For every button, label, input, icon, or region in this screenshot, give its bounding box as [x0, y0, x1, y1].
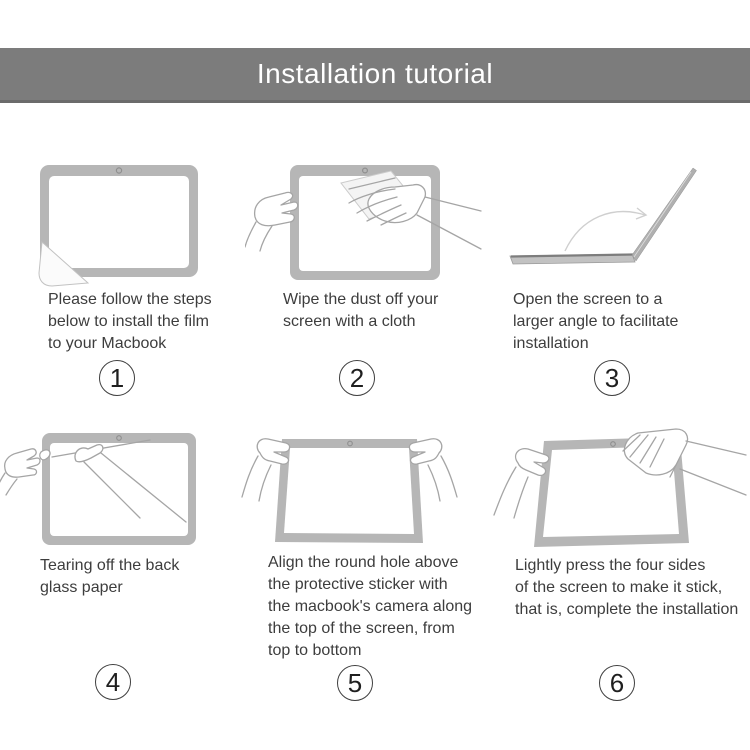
- step-1-line-2: below to install the film: [48, 313, 209, 330]
- step-5-line-4: the top of the screen, from: [268, 620, 455, 637]
- step-6: [480, 425, 750, 725]
- illustration-step-5-align-film: [230, 425, 485, 565]
- illustration-step-4-tear-back-paper: [0, 425, 250, 570]
- step-6-number-badge: 6: [599, 665, 635, 701]
- header-banner: [0, 48, 750, 103]
- illustration-step-3-laptop-open: [495, 155, 745, 290]
- step-1-line-3: to your Macbook: [48, 335, 167, 352]
- step-2-line-2: screen with a cloth: [283, 313, 416, 330]
- step-1: [30, 155, 245, 450]
- step-4-line-1: Tearing off the back: [40, 557, 180, 574]
- step-4-text: [40, 555, 179, 599]
- step-6-text: [515, 555, 738, 621]
- step-4-line-2: glass paper: [40, 579, 123, 596]
- step-3-text: [513, 289, 678, 355]
- step-6-line-1: Lightly press the four sides: [515, 557, 706, 574]
- step-2-number-badge: 2: [339, 360, 375, 396]
- step-3-line-2: larger angle to facilitate: [513, 313, 679, 330]
- step-3: [495, 155, 750, 450]
- tablet-icon: [40, 165, 198, 277]
- open-arc-arrow-icon: [565, 208, 646, 251]
- holding-hand-icon: [245, 192, 298, 251]
- step-2-text: [283, 289, 438, 333]
- step-4-number-badge: 4: [95, 664, 131, 700]
- step-3-number-badge: 3: [594, 360, 630, 396]
- step-5-line-3: the macbook's camera along: [268, 598, 473, 615]
- page-title: Installation tutorial: [256, 58, 494, 89]
- step-2-line-1: Wipe the dust off your: [283, 291, 439, 308]
- step-6-line-2: of the screen to make it stick,: [515, 579, 723, 596]
- step-5-line-1: Align the round hole above: [268, 554, 459, 571]
- tablet-icon: [42, 433, 196, 545]
- step-5-line-2: the protective sticker with: [268, 576, 448, 593]
- step-3-line-3: installation: [513, 335, 589, 352]
- laptop-icon: [510, 168, 697, 264]
- step-3-line-1: Open the screen to a: [513, 291, 663, 308]
- illustration-step-6-press-sides: [480, 425, 750, 575]
- step-1-line-1: Please follow the steps: [48, 291, 212, 308]
- step-5-text: [268, 552, 472, 662]
- step-5: [230, 425, 485, 725]
- step-5-number-badge: 5: [337, 665, 373, 701]
- illustration-step-2-wipe-cloth: [245, 155, 485, 295]
- step-1-text: [48, 289, 212, 355]
- step-6-line-3: that is, complete the installation: [515, 601, 739, 618]
- illustration-step-1-film-peeling: [30, 155, 230, 290]
- step-2: [245, 155, 485, 450]
- tablet-icon: [275, 439, 423, 543]
- step-5-line-5: top to bottom: [268, 642, 362, 659]
- pulling-hand-icon: [0, 449, 40, 495]
- step-4: [0, 425, 250, 725]
- step-1-number-badge: 1: [99, 360, 135, 396]
